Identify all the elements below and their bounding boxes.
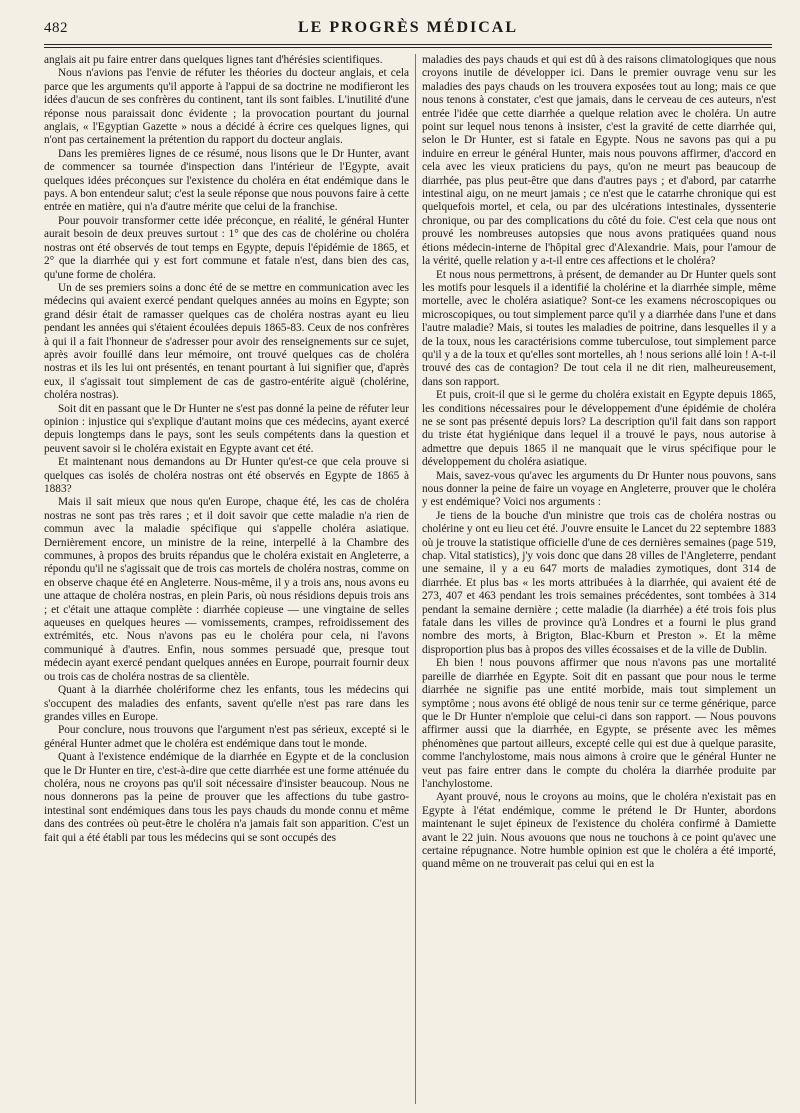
paragraph: Pour conclure, nous trouvons que l'argument n'est pas sérieux, excepté si le général Hunter admet que le choléra est endémique dans tout le monde. xyxy=(44,724,409,750)
paragraph: Et nous nous permettrons, à présent, de demander au Dr Hunter quels sont les motifs pour lesquels il a identifié la cholérine et la diarrhée simple, même mortelle, avec le choléra asiatique? Sont-ce les examens nécroscopiques ou microscopiques, ou tout simplement parce qu'il y a diarrhée dans l'une et dans l'autre maladie? Mais, si toutes les maladies de poitrine, dans lesquelles il y a de la toux, nous les caractérisions comme tuberculose, tout simplement parce qu'il y a de la toux et qu'elles sont mortelles, ah ! nous serions allé loin ! A-t-il trouvé des cas de contagion? De tout cela il ne dit rien, malheureusement, dans son rapport. xyxy=(422,268,776,388)
page-header xyxy=(44,16,772,42)
paragraph: Quant à l'existence endémique de la diarrhée en Egypte et de la conclusion que le Dr Hunter en tire, c'est-à-dire que cette diarrhée est une forme atténuée du choléra, nous ne croyons pas qu'il soit nécessaire d'insister beaucoup. Nous ne nous donnerons pas la peine de prouver que les affections du tube gastro-intestinal sont endémiques dans tous les pays chauds du monde connu et même dans des contrées où peut-être le choléra n'a jamais fait son apparition. C'est un fait qui a été établi par tous les médecins qui se sont occupés des xyxy=(44,751,409,844)
paragraph: Nous n'avions pas l'envie de réfuter les théories du docteur anglais, et cela parce que les arguments qu'il apporte à l'appui de sa doctrine ne modifieront les idées d'aucun de ses confrères du continent, tant ils sont faibles. L'inutilité d'une réponse nous paraissait donc évidente ; la provocation pourtant du journal anglais, « l'Egyptian Gazette » nous a décidé à écrire ces quelques lignes, qui n'ont pas certainement la prétention du rapport du docteur anglais. xyxy=(44,67,409,147)
paragraph: Pour pouvoir transformer cette idée préconçue, en réalité, le général Hunter aurait besoin de deux preuves surtout : 1° que des cas de cholérine ou choléra nostras ont été observés de tout temps en Egypte, depuis l'épidémie de 1865, et 2° que la diarrhée qui y est fort commune et fatale n'est, dans bien des cas, qu'une forme de choléra. xyxy=(44,214,409,281)
paragraph: Un de ses premiers soins a donc été de se mettre en communication avec les médecins qui avaient exercé pendant quelques années au moins en Egypte; son grand désir était de ramasser quelques cas de choléra nostras ayant eu lieu pendant les années qui s'étaient écoulées depuis 1865-83. Ceux de nos confrères à qui il a fait l'honneur de s'adresser pour avoir des renseignements sur ce sujet, après avoir fouillé dans leur mémoire, ont trouvé quelques cas de choléra nostras et ils les lui ont présentés, en tenant pourtant à lui signifier que, d'après eux, il s'agissait tout simplement de cas de gastro-entérite aiguë (cholérine, choléra nostras). xyxy=(44,281,409,402)
header-rule-thin xyxy=(44,47,772,48)
page-number: 482 xyxy=(44,20,68,36)
paragraph: Mais il sait mieux que nous qu'en Europe, chaque été, les cas de choléra nostras ne sont pas très rares ; et il doit savoir que cette maladie n'a rien de commun avec la maladie spécifique qui s'appelle choléra asiatique. Dernièrement encore, un ministre de la reine, interpellé à la Chambre des communes, à propos des bruits répandus que le choléra existait en Angleterre, a répondu qu'il ne s'agissait que de trois cas mortels de choléra nostras, comme on en observe chaque été en Angleterre. Nous-même, il y a trois ans, nous avons eu une attaque de choléra nostras, en plein Paris, où nous résidions depuis trois ans ; et c'était une attaque complète : diarrhée copieuse — une vingtaine de selles aqueuses en quelques heures — vomissements, crampes, refroidissement des extrémités, etc. Nous n'avons pas eu le choléra pour cela, ni l'avons communiqué à d'autres. Enfin, nous sommes persuadé que, presque tout médecin ayant exercé pendant quelques années en Europe, pourrait fournir deux ou trois cas de choléra nostras de sa clientèle. xyxy=(44,496,409,683)
left-column xyxy=(44,54,409,1104)
paragraph: Dans les premières lignes de ce résumé, nous lisons que le Dr Hunter, avant de commencer sa tournée d'inspection dans l'intérieur de l'Egypte, avait quelques idées préconçues sur l'existence du choléra en état endémique dans le pays. A bon entendeur salut; c'est la seule réponse que nous pouvons faire à cette entrée en matière, qui n'a d'autre mérite que celui de la franchise. xyxy=(44,147,409,214)
header-rule xyxy=(44,44,772,45)
right-column xyxy=(422,54,776,1104)
paragraph: Quant à la diarrhée cholériforme chez les enfants, tous les médecins qui s'occupent des maladies des enfants, savent qu'elle n'est pas rare dans les grandes villes en Europe. xyxy=(44,684,409,723)
paragraph: Ayant prouvé, nous le croyons au moins, que le choléra n'existait pas en Egypte à l'état endémique, comme le prétend le Dr Hunter, abordons maintenant le sujet épineux de l'existence du choléra confirmé à Damiette avant le 22 juin. Nous avouons que nous ne touchons à ce point qu'avec une certaine répugnance. Notre humble opinion est que le choléra a été importé, quand même on ne trouverait pas celui qui en est la xyxy=(422,791,776,871)
paragraph: Eh bien ! nous pouvons affirmer que nous n'avons pas une mortalité pareille de diarrhée en Egypte. Soit dit en passant que pour nous le terme diarrhée ne signifie pas une entité morbide, mais tout simplement un symptôme ; nous avons été obligé de nous tenir sur ce terme générique, parce que le Dr Hunter n'emploie que celui-ci dans son rapport. — Nous pouvons affirmer aussi que la diarrhée, en Egypte, se présente avec les mêmes phénomènes que partout ailleurs, excepté celle qui est due à quelque parasite, comme l'anchylostome, mais nous aimons à croire que le général Hunter ne veut pas faire entrer dans le compte du choléra la diarrhée produite par l'anchylostome. xyxy=(422,657,776,790)
paragraph: Je tiens de la bouche d'un ministre que trois cas de choléra nostras ou cholérine y ont eu lieu cet été. J'ouvre ensuite le Lancet du 22 septembre 1883 où je trouve la statistique officielle d'une de ces dernières semaines (page 519, chap. Vital statistics), j'y vois donc que dans 28 villes de l'Angleterre, pendant une semaine, il y a eu 647 morts de maladies zymotiques, dont 314 de diarrhée. Et plus bas « les morts attribuées à la diarrhée, qui avaient été de 273, 407 et 463 pendant les trois semaines précédentes, sont tombées à 314 pendant la semaine dernière ; cette maladie (la diarrhée) a été trois fois plus fatale dans les villes de province qu'à Londres et a fourni le plus grand nombre des morts, à Brigton, Blac-Kburn et Preston ». Et la même disproportion plus bas à propos des villes écossaises et de la ville de Dublin. xyxy=(422,509,776,656)
paragraph: maladies des pays chauds et qui est dû à des raisons climatologiques que nous croyons inutile de développer ici. Dans le premier ouvrage venu sur les maladies des pays chauds on les trouvera exposées tout au long; mais ce que nous tenons à constater, c'est que jamais, dans le cerveau de ces auteurs, n'est entrée l'idée que cette diarrhée a quelque relation avec le choléra. Un autre point sur lequel nous tenons à insister, c'est la gravité de cette diarrhée qui, selon le Dr Hunter, est si fatale en Egypte. Nous ne savons pas qui a pu induire en erreur le général Hunter, mais nous pouvons affirmer, d'accord en cela avec les vieux praticiens du pays, qu'on ne meurt pas beaucoup de diarrhée, pas plus peut-être que dans d'autres pays ; et d'abord, par catarrhe intestinal aigu, on ne meurt jamais ; ce n'est que le catarrhe chronique qui est quelquefois mortel, et cela, ou par des ulcérations intestinales, dyssenterie chronique, ou par des complications du côté du foie. C'est cela que nous ont prouvé les nombreuses autopsies que nous avons pratiquées quand nous étions médecin-interne de l'hôpital grec d'Alexandrie. Mais, pour l'amour de la vérité, quelle relation y a-t-il entre ces affections et le choléra? xyxy=(422,54,776,268)
paragraph: Mais, savez-vous qu'avec les arguments du Dr Hunter nous pouvons, sans nous donner la peine de faire un voyage en Angleterre, prouver que le choléra y est endémique? Voici nos arguments : xyxy=(422,469,776,509)
journal-title: LE PROGRÈS MÉDICAL xyxy=(297,19,519,36)
column-divider xyxy=(415,54,416,1104)
paragraph: anglais ait pu faire entrer dans quelques lignes tant d'hérésies scientifiques. xyxy=(44,54,383,66)
paragraph: Soit dit en passant que le Dr Hunter ne s'est pas donné la peine de réfuter leur opinion : injustice qui s'explique d'autant moins que ces médecins, ayant exercé depuis longtemps dans le pays, sont les seuls compétents dans la question et peuvent savoir si le choléra existait en Egypte avant cet été. xyxy=(44,402,409,455)
paragraph: Et maintenant nous demandons au Dr Hunter qu'est-ce que cela prouve si quelques cas isolés de choléra nostras ont été observés en Egypte de 1865 à 1883? xyxy=(44,456,409,495)
paragraph: Et puis, croit-il que si le germe du choléra existait en Egypte depuis 1865, les conditions nécessaires pour le développement d'une épidémie de choléra ne se sont pas présenté depuis lors? La description qu'il fait dans son rapport du triste état hygiénique dans lequel il a trouvé le pays, nous autorise à admettre que depuis 1865 il ne manquait que le virus spécifique pour le développement du choléra asiatique. xyxy=(422,389,776,469)
